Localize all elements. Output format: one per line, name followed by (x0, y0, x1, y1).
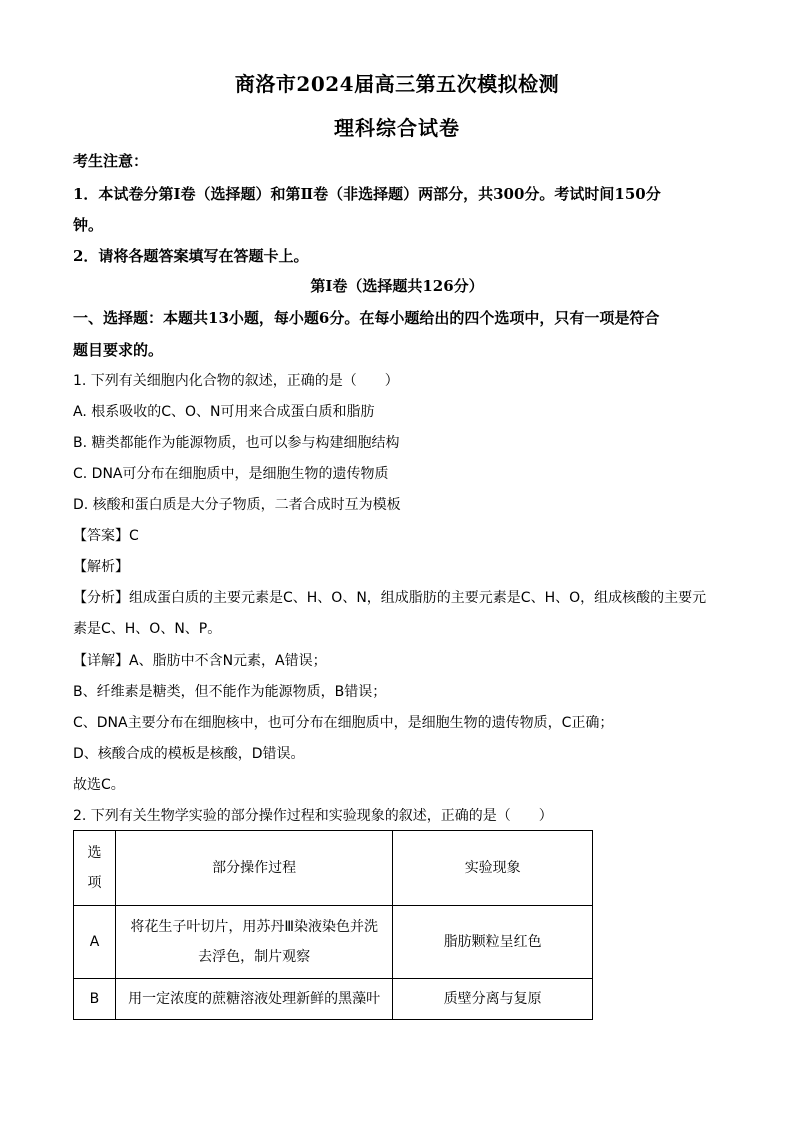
notice-item-1-line1: 1．本试卷分第Ⅰ卷（选择题）和第Ⅱ卷（非选择题）两部分，共300分。考试时间150分 (73, 185, 661, 203)
q1-detail-c: C、DNA主要分布在细胞核中，也可分布在细胞质中，是细胞生物的遗传物质，C正确； (73, 715, 614, 731)
section1-line1: 一、选择题：本题共13小题，每小题6分。在每小题给出的四个选项中，只有一项是符合 (73, 309, 660, 327)
q2-options-table (73, 830, 593, 1020)
q1-answer: 【答案】C (73, 528, 139, 544)
row-a-option: A (74, 906, 116, 979)
row-b-option: B (74, 979, 116, 1020)
header-option-line2: 项 (87, 875, 102, 891)
row-b-process: 用一定浓度的蔗糖溶液处理新鲜的黑藻叶 (115, 979, 392, 1020)
q1-detail-d: D、核酸合成的模板是核酸，D错误。 (73, 746, 305, 762)
header-process: 部分操作过程 (115, 831, 392, 906)
q1-fenxi-line1: 【分析】组成蛋白质的主要元素是C、H、O、N，组成脂肪的主要元素是C、H、O，组成核酸的主要元 (73, 590, 707, 606)
table-header-row (74, 831, 593, 906)
table-row (74, 979, 593, 1020)
q1-analysis-label: 【解析】 (73, 559, 129, 575)
row-a-process-line2: 去浮色，制片观察 (198, 949, 311, 965)
row-a-process-line1: 将花生子叶切片，用苏丹Ⅲ染液染色并洗 (130, 919, 378, 935)
notice-heading: 考生注意： (73, 152, 149, 170)
part1-title: 第Ⅰ卷（选择题共126分） (310, 277, 484, 295)
q2-stem: 2. 下列有关生物学实验的部分操作过程和实验现象的叙述，正确的是（ ） (73, 808, 553, 824)
exam-subtitle: 理科综合试卷 (334, 116, 460, 140)
row-a-phenomenon: 脂肪颗粒呈红色 (393, 906, 593, 979)
row-a-process (115, 906, 392, 979)
header-option (74, 831, 116, 906)
q1-detail-b: B、纤维素是糖类，但不能作为能源物质，B错误； (73, 684, 387, 700)
q1-stem: 1. 下列有关细胞内化合物的叙述，正确的是（ ） (73, 373, 399, 389)
q1-option-c: C. DNA可分布在细胞质中，是细胞生物的遗传物质 (73, 466, 389, 482)
q1-fenxi-line2: 素是C、H、O、N、P。 (73, 621, 222, 637)
q1-conclusion: 故选C。 (73, 777, 125, 793)
q1-option-b: B. 糖类都能作为能源物质，也可以参与构建细胞结构 (73, 435, 400, 451)
table-row (74, 906, 593, 979)
header-phenomenon: 实验现象 (393, 831, 593, 906)
q1-detail-a: 【详解】A、脂肪中不含N元素，A错误； (73, 653, 327, 669)
exam-title: 商洛市2024届高三第五次模拟检测 (234, 72, 560, 96)
section1-line2: 题目要求的。 (73, 341, 164, 359)
notice-item-2: 2．请将各题答案填写在答题卡上。 (73, 247, 309, 265)
q1-option-d: D. 核酸和蛋白质是大分子物质，二者合成时互为模板 (73, 497, 401, 513)
row-b-phenomenon: 质壁分离与复原 (393, 979, 593, 1020)
header-option-line1: 选 (87, 845, 102, 861)
notice-item-1-line2: 钟。 (73, 216, 104, 234)
q1-option-a: A. 根系吸收的C、O、N可用来合成蛋白质和脂肪 (73, 404, 375, 420)
